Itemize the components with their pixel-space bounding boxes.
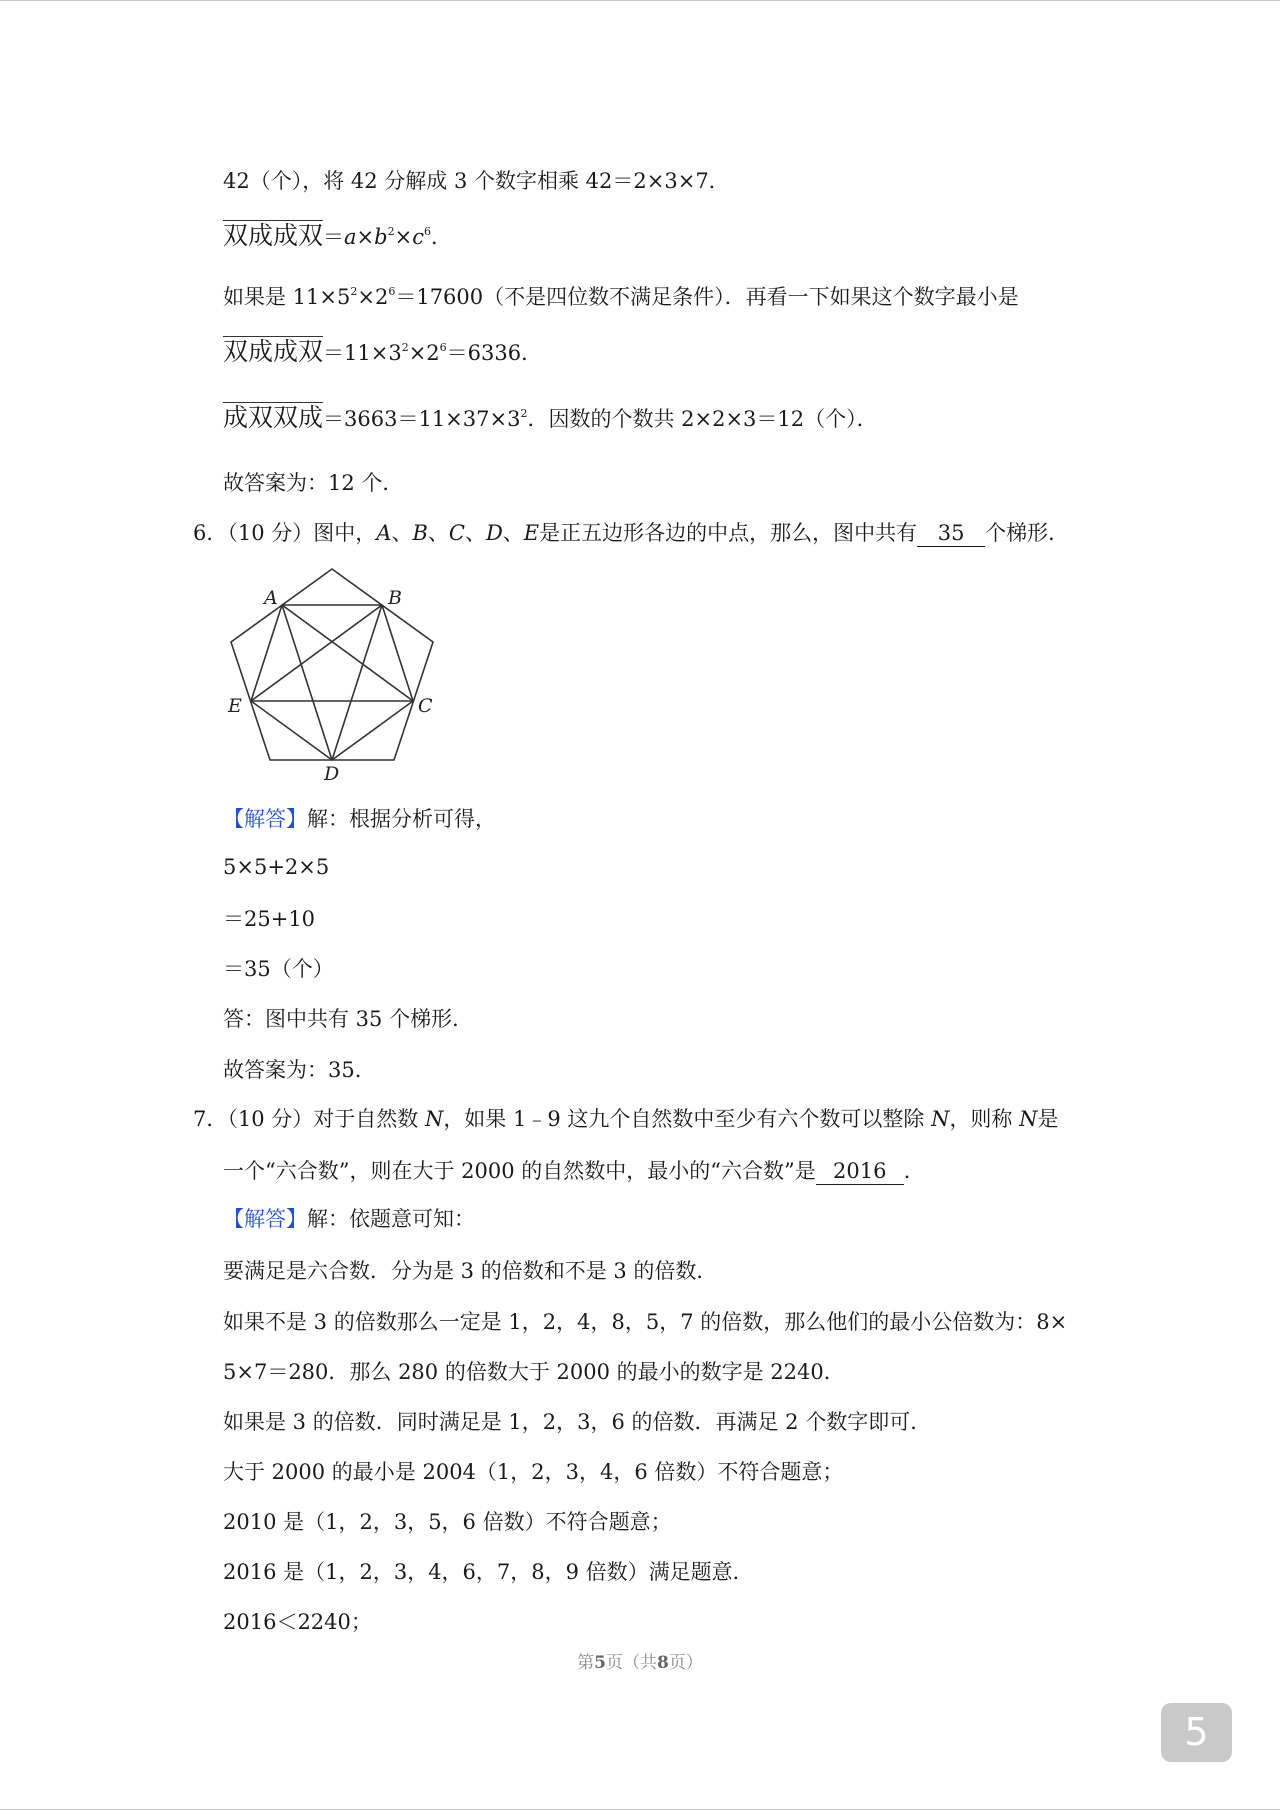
label-e: E [228, 695, 242, 717]
text-line: 答：图中共有 35 个梯形． [223, 1007, 474, 1031]
label-c: C [418, 695, 433, 717]
page-number-badge[interactable]: 5 [1161, 1703, 1232, 1762]
outer-pentagon [231, 569, 433, 760]
answer-line: 故答案为：35． [223, 1058, 376, 1082]
answer-line: 故答案为：12 个． [223, 471, 404, 495]
answer-blank: 2016 [816, 1158, 904, 1185]
diagonal-be [251, 605, 382, 701]
text-line: 5×7＝280．那么 280 的倍数大于 2000 的最小的数字是 2240． [223, 1360, 845, 1384]
diagonal-ad [282, 605, 332, 760]
page-footer: 第5页（共8页） [577, 1653, 703, 1673]
top-border [0, 0, 1280, 1]
label-a: A [264, 587, 278, 609]
diagonal-bd [332, 605, 382, 760]
text-line: 如果是 3 的倍数．同时满足是 1，2，3，6 的倍数．再满足 2 个数字即可． [223, 1410, 932, 1434]
answer-blank: 35 [917, 520, 985, 547]
solution-intro: 【解答】解：依题意可知： [223, 1207, 475, 1231]
text-line: 42（个），将 42 分解成 3 个数字相乘 42＝2×3×7． [223, 169, 730, 193]
text-line: 要满足是六合数．分为是 3 的倍数和不是 3 的倍数． [223, 1259, 718, 1283]
formula-line: 双成成双$=a\times b^2\times c^6$． [223, 221, 452, 250]
solution-tag: 【解答】 [223, 807, 307, 831]
question-7: 7．（10 分）对于自然数 N，如果 1﹣9 这九个自然数中至少有六个数可以整除 N，则称 N是 [193, 1107, 1059, 1131]
solution-tag: 【解答】 [223, 1207, 307, 1231]
text-line: 5×5+2×5 [223, 855, 330, 879]
overline-number: 成双双成 [223, 403, 324, 432]
text-line: 2016＜2240； [223, 1610, 372, 1634]
text-line: 2016 是（1，2，3，4，6，7，8，9 倍数）满足题意． [223, 1560, 754, 1584]
diagonal-ac [282, 605, 413, 701]
text-line: ＝35（个） [223, 957, 334, 981]
text-line: 如果不是 3 的倍数那么一定是 1，2，4，8，5，7 的倍数，那么他们的最小公倍数为：8× [223, 1310, 1068, 1334]
question-7-line2: 一个“六合数”，则在大于 2000 的自然数中，最小的“六合数”是 2016 ． [223, 1159, 925, 1183]
overline-number: 双成成双 [223, 221, 324, 250]
text-line: ＝25+10 [223, 907, 316, 931]
text-line: 如果是 $11\times 5^2\times 2^6=17600$（不是四位数不满足条件）．再看一下如果这个数字最小是 [223, 285, 1019, 309]
formula-line: 双成成双$=11\times 3^2\times 2^6=6336$． [223, 337, 543, 366]
bottom-border [0, 1809, 1280, 1810]
label-b: B [388, 587, 402, 609]
question-6: 6．（10 分）图中，A、B、C、D、E是正五边形各边的中点，那么，图中共有 35 个梯形． [193, 521, 1070, 545]
label-d: D [324, 763, 340, 785]
solution-intro: 【解答】解：根据分析可得， [223, 807, 496, 831]
text-line: 2010 是（1，2，3，5，6 倍数）不符合题意； [223, 1510, 672, 1534]
formula-line: 成双双成$=3663=11\times 37\times 3^2$．因数的个数共 2×2×3＝12（个）． [223, 403, 878, 432]
pentagon-figure [218, 556, 446, 788]
text-line: 大于 2000 的最小是 2004（1，2，3，4，6 倍数）不符合题意； [223, 1460, 844, 1484]
overline-number: 双成成双 [223, 337, 324, 366]
